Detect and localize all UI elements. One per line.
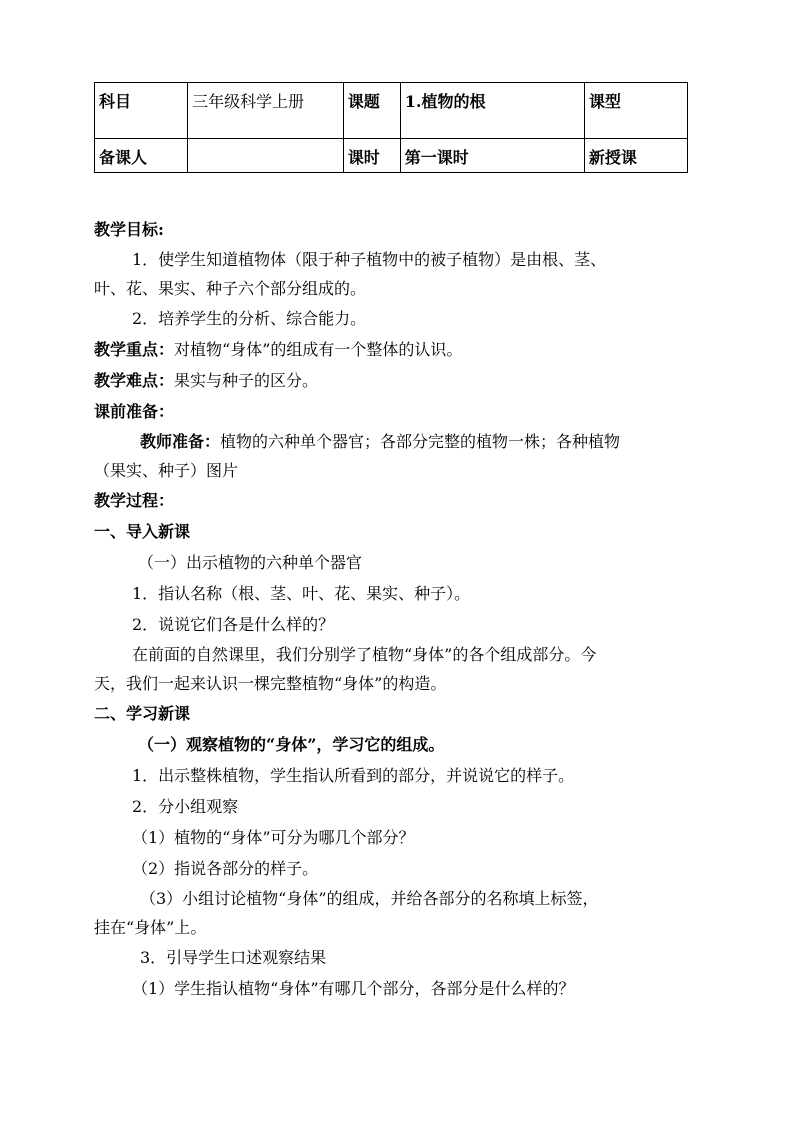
goal-item-2: 2．培养学生的分析、综合能力。 [132, 309, 367, 328]
section-1-sub: （一）出示植物的六种单个器官 [138, 553, 363, 572]
difficulty-label: 教学难点： [94, 371, 175, 390]
key-point-text: 对植物“身体”的组成有一个整体的认识。 [174, 340, 463, 359]
lesson-info-table [94, 82, 688, 173]
section-2-q3b: 挂在“身体”上。 [94, 918, 207, 937]
preparer-value [188, 139, 344, 173]
section-2-title: 二、学习新课 [94, 704, 191, 723]
process-heading: 教学过程： [94, 491, 175, 510]
period-label: 课时 [343, 139, 400, 173]
goal-heading: 教学目标: [94, 220, 164, 239]
period-value: 第一课时 [400, 139, 584, 173]
lesson-body [94, 214, 694, 1004]
teacher-prep-cont: （果实、种子）图片 [94, 461, 239, 480]
teacher-prep-label: 教师准备： [140, 432, 221, 451]
topic-label: 课题 [343, 83, 400, 139]
goal-item-1b: 叶、花、果实、种子六个部分组成的。 [94, 279, 367, 298]
section-2-q1: （1）植物的“身体”可分为哪几个部分？ [132, 828, 415, 847]
section-1-item-1: 1．指认名称（根、茎、叶、花、果实、种子）。 [132, 584, 471, 603]
section-2-item-2: 2．分小组观察 [132, 797, 239, 816]
section-1-para-a: 在前面的自然课里，我们分别学了植物“身体”的各个组成部分。今 [132, 645, 597, 664]
lesson-type-value: 新授课 [584, 139, 687, 173]
difficulty-text: 果实与种子的区分。 [174, 371, 319, 390]
topic-value: 1.植物的根 [400, 83, 584, 139]
section-2-q3a: （3）小组讨论植物“身体”的组成，并给各部分的名称填上标签， [140, 889, 599, 908]
section-2-q2: （2）指说各部分的样子。 [132, 859, 319, 878]
section-2-item-1: 1．出示整株植物，学生指认所看到的部分，并说说它的样子。 [132, 766, 575, 785]
section-1-title: 一、导入新课 [94, 522, 191, 541]
section-1-para-b: 天，我们一起来认识一棵完整植物“身体”的构造。 [94, 674, 447, 693]
preparer-label: 备课人 [95, 139, 188, 173]
teacher-prep-text: 植物的六种单个器官；各部分完整的植物一株；各种植物 [220, 432, 621, 451]
section-1-item-2: 2．说说它们各是什么样的？ [132, 615, 335, 634]
section-2-item-3: 3．引导学生口述观察结果 [140, 948, 327, 967]
difficulty [94, 365, 694, 396]
table-row [95, 83, 688, 139]
key-point-label: 教学重点： [94, 340, 175, 359]
section-2-sub: （一）观察植物的“身体”，学习它的组成。 [138, 735, 445, 754]
prep-heading: 课前准备： [94, 402, 175, 421]
goal-item-1a: 1．使学生知道植物体（限于种子植物中的被子植物）是由根、茎、 [132, 250, 607, 269]
teacher-prep [94, 427, 694, 456]
subject-label: 科目 [95, 83, 188, 139]
key-point [94, 334, 694, 365]
table-row [95, 139, 688, 173]
section-2-r1: （1）学生指认植物“身体”有哪几个部分，各部分是什么样的？ [132, 979, 575, 998]
subject-value: 三年级科学上册 [188, 83, 344, 139]
lesson-type-label: 课型 [584, 83, 687, 139]
